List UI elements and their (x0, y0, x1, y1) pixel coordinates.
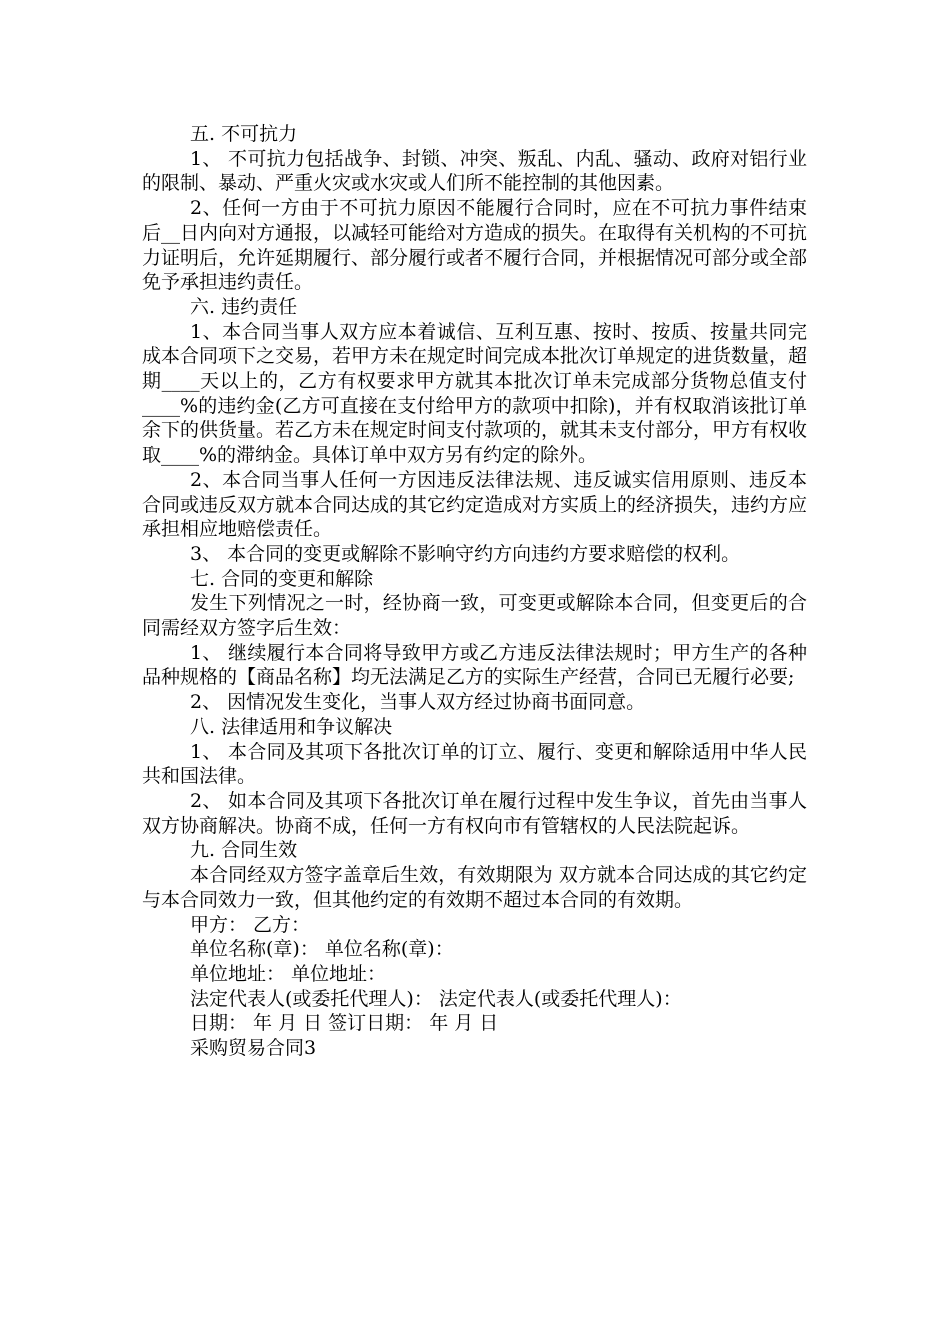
signature-parties: 甲方： 乙方： (190, 913, 311, 936)
section-six-clause-2: 2、本合同当事人任何一方因违反法律法规、违反诚实信用原则、违反本合同或违反双方就本合同达成的其它约定造成对方实质上的经济损失，违约方应承担相应地赔偿责任。 (142, 468, 808, 541)
document-body (142, 122, 807, 1061)
signature-date: 日期： 年 月 日 签订日期： 年 月 日 (190, 1012, 499, 1035)
section-eight-clause-1: 1、 本合同及其项下各批次订单的订立、履行、变更和解除适用中华人民共和国法律。 (142, 740, 807, 788)
next-contract-heading: 采购贸易合同3 (190, 1037, 317, 1060)
section-seven-clause-1: 1、 继续履行本合同将导致甲方或乙方违反法律法规时；甲方生产的各种品种规格的【商品名称】均无法满足乙方的实际生产经营，合同已无履行必要; (142, 641, 807, 689)
section-five-clause-1: 1、 不可抗力包括战争、封锁、冲突、叛乱、内乱、骚动、政府对铝行业的限制、暴动、严重火灾或水灾或人们所不能控制的其他因素。 (142, 147, 807, 195)
section-five-clause-2: 2、任何一方由于不可抗力原因不能履行合同时，应在不可抗力事件结束后__日内向对方通报，以减轻可能给对方造成的损失。在取得有关机构的不可抗力证明后，允许延期履行、部分履行或者不履行合同，并根据情况可部分或全部免予承担违约责任。 (142, 197, 808, 294)
section-six-clause-1: 1、本合同当事人双方应本着诚信、互利互惠、按时、按质、按量共同完成本合同项下之交易，若甲方未在规定时间完成本批次订单规定的进货数量，超期____天以上的，乙方有权要求甲方就其本批次订单未完成部分货物总值支付____%的违约金(乙方可直接在支付给甲方的款项中扣除)，并有权取消该批订单余下的供货量。若乙方未在规定时间支付款项的，就其未支付部分，甲方有权收取____%的滞纳金。具体订单中双方另有约定的除外。 (142, 320, 808, 467)
section-nine-title: 九. 合同生效 (190, 839, 298, 862)
signature-unit-address: 单位地址： 单位地址： (190, 962, 387, 985)
section-nine-clause: 本合同经双方签字盖章后生效，有效期限为 双方就本合同达成的其它约定与本合同效力一致，但其他约定的有效期不超过本合同的有效期。 (142, 864, 807, 911)
section-seven-title: 七. 合同的变更和解除 (190, 567, 374, 590)
section-five-title: 五. 不可抗力 (190, 123, 298, 145)
signature-representative: 法定代表人(或委托代理人)： 法定代表人(或委托代理人)： (190, 987, 682, 1010)
section-eight-title: 八. 法律适用和争议解决 (190, 715, 393, 738)
signature-unit-name: 单位名称(章)： 单位名称(章)： (190, 938, 454, 961)
section-eight-clause-2: 2、 如本合同及其项下各批次订单在履行过程中发生争议，首先由当事人双方协商解决。协商不成，任何一方有权向市有管辖权的人民法院起诉。 (142, 789, 807, 837)
section-six-clause-3: 3、 本合同的变更或解除不影响守约方向违约方要求赔偿的权利。 (190, 542, 741, 565)
section-seven-intro: 发生下列情况之一时，经协商一致，可变更或解除本合同，但变更后的合同需经双方签字后生效： (142, 592, 807, 640)
section-seven-clause-2: 2、 因情况发生变化，当事人双方经过协商书面同意。 (190, 691, 646, 714)
section-six-title: 六. 违约责任 (190, 295, 298, 318)
